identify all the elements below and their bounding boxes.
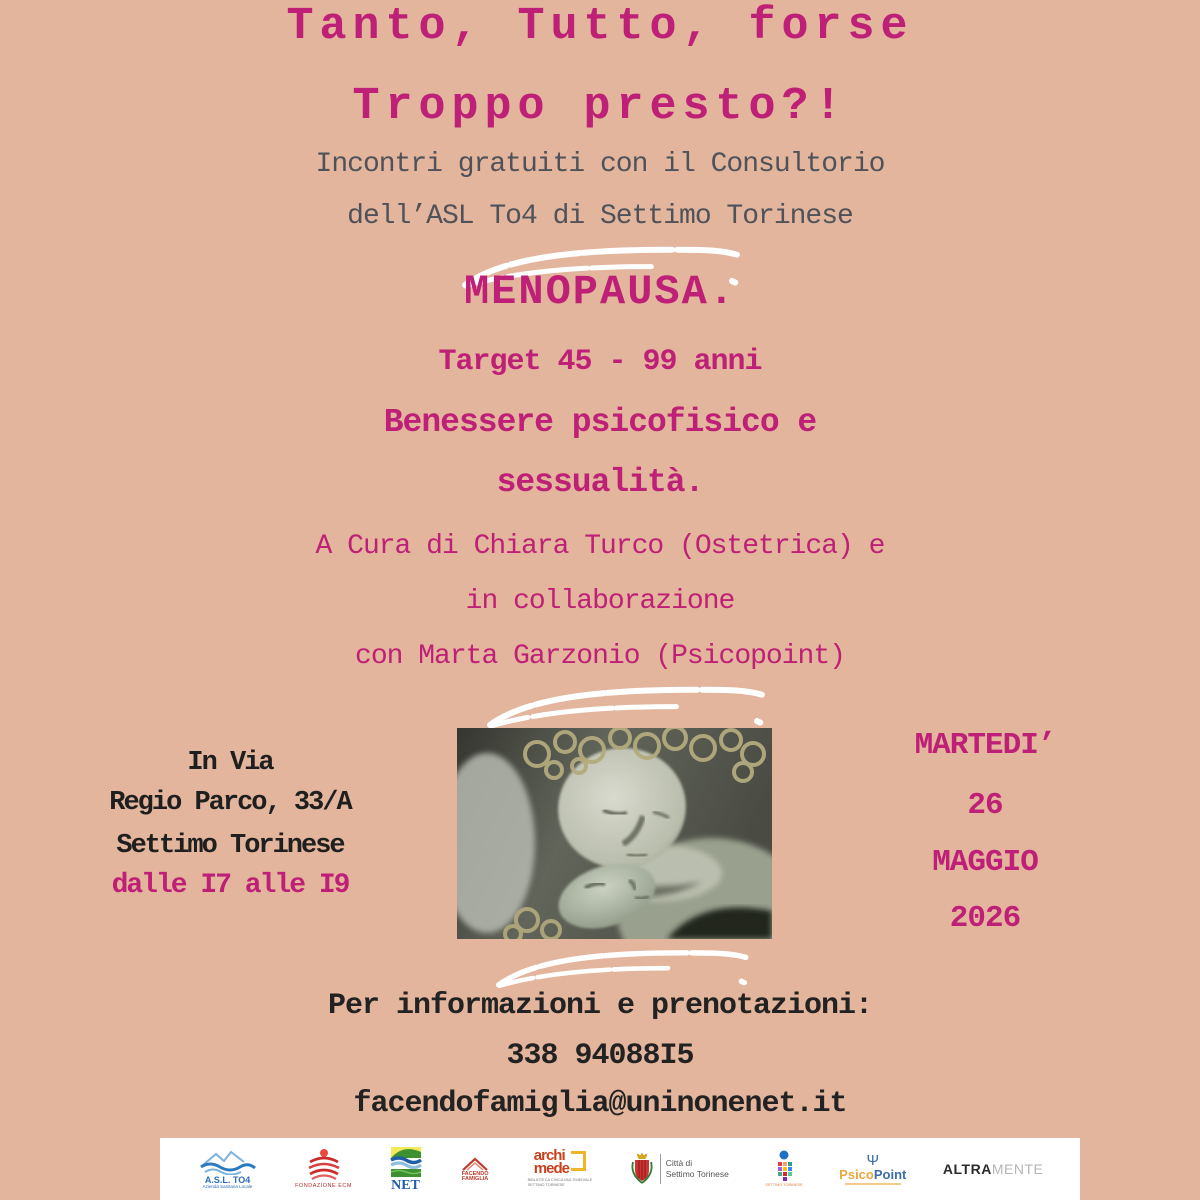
poster-subtitle-line2: dell’ASL To4 di Settimo Torinese (347, 201, 853, 232)
date-year: 2026 (949, 901, 1021, 936)
location-line3: Settimo Torinese (116, 831, 344, 861)
date-day: 26 (967, 788, 1003, 823)
divider (660, 1154, 661, 1184)
info-heading: Per informazioni e prenotazioni: (327, 989, 873, 1023)
partner-logo-strip (160, 1138, 1080, 1200)
location-line2: Regio Parco, 33/A (109, 788, 351, 818)
theme-line1: Benessere psicofisico e (383, 404, 817, 441)
facendo-label-line2: FAMIGLIA (461, 1176, 489, 1182)
swoosh-decoration-icon (475, 680, 805, 735)
location-line1: In Via (187, 748, 273, 778)
citta-settimo-logo (629, 1153, 729, 1185)
archimede-sublabel-line2: SETTIMO TORINESE (527, 1182, 565, 1187)
date-day-name: MARTEDI’ (914, 728, 1056, 763)
fondazione-waves-icon (302, 1148, 346, 1182)
statue-artwork-image (457, 728, 772, 939)
archimede-sublabel-line1: BIBLIOTECA CIVICA MULTIMEDIALE (527, 1177, 593, 1182)
info-phone: 338 94088I5 (506, 1039, 694, 1073)
poster-title-line2: Troppo presto?! (352, 81, 848, 132)
date-month: MAGGIO (932, 845, 1038, 880)
archimede-label-line2: mede (533, 1160, 569, 1178)
coat-of-arms-icon (629, 1153, 655, 1185)
house-roof-icon (459, 1156, 491, 1172)
theme-line2: sessualità. (496, 464, 704, 501)
psi-symbol-icon: Ψ (866, 1152, 880, 1169)
poster-title-line1: Tanto, Tutto, forse (286, 1, 914, 52)
event-time: dalle I7 alle I9 (111, 870, 349, 901)
asl-to4-label: A.S.L. TO4 (204, 1174, 251, 1185)
psicopoint-label-part1: Psico (839, 1167, 874, 1182)
curator-line1: A Cura di Chiara Turco (Ostetrica) e (315, 531, 885, 562)
asl-mountains-icon (197, 1149, 259, 1175)
asl-to4-sublabel: Azienda Sanitaria Locale (202, 1183, 253, 1189)
psicopoint-tagline-bar (845, 1183, 901, 1185)
altramente-logo (943, 1162, 1043, 1176)
citta-label-line2: Settimo Torinese (665, 1169, 729, 1179)
net-label: NET (391, 1177, 420, 1193)
mosaic-sublabel: SETTIMO TORINESE (765, 1183, 803, 1188)
topic-heading: MENOPAUSA. (463, 268, 737, 316)
fondazione-label: FONDAZIONE ECM (295, 1183, 352, 1190)
target-age-line: Target 45 - 99 anni (438, 345, 762, 379)
altramente-label-part1: ALTRA (942, 1161, 992, 1177)
psicopoint-logo (839, 1153, 906, 1185)
asl-to4-logo (197, 1149, 259, 1190)
poster-subtitle-line1: Incontri gratuiti con il Consultorio (315, 149, 885, 180)
archimede-label-line1: archi (533, 1147, 565, 1165)
curator-line2: in collaborazione (465, 586, 735, 617)
facendo-label-line1: FACENDO (461, 1170, 489, 1177)
settimo-mosaic-logo (765, 1150, 802, 1188)
archimede-square-icon (571, 1151, 586, 1171)
altramente-label-part2: MENTE (991, 1161, 1044, 1177)
net-logo (389, 1146, 423, 1193)
fondazione-ecm-logo (295, 1148, 352, 1190)
net-landscape-icon (389, 1146, 423, 1178)
curator-line3: con Marta Garzonio (Psicopoint) (355, 641, 845, 672)
psicopoint-label-part2: Point (873, 1167, 907, 1182)
archimede-logo (527, 1147, 593, 1187)
info-email: facendofamiglia@uninonenet.it (353, 1087, 847, 1121)
mosaic-figure-icon (775, 1150, 793, 1182)
citta-label-line1: Città di (665, 1158, 693, 1169)
swoosh-decoration-icon (475, 944, 795, 994)
facendo-famiglia-logo (459, 1156, 491, 1183)
